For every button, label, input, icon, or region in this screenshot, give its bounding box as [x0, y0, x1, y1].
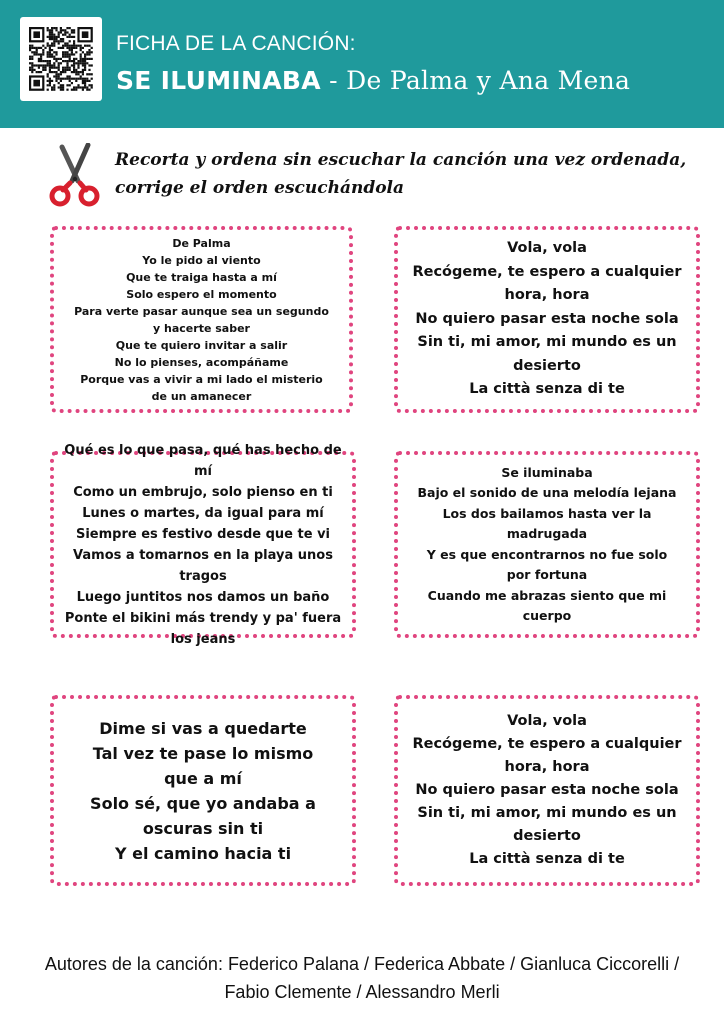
lyrics-card-6[interactable]	[394, 695, 700, 886]
lyric-line: De Palma	[172, 236, 231, 250]
artists: - De Palma y Ana Mena	[320, 66, 631, 95]
lyric-line: Que te traiga hasta a mí	[126, 270, 277, 284]
lyric-line: Cuando me abrazas siento que mi cuerpo	[427, 587, 667, 623]
lyric-line: Solo espero el momento	[126, 287, 277, 301]
lyric-line: Recógeme, te espero a cualquier hora, hora	[412, 736, 682, 775]
lyric-line: No lo pienses, acompáñame	[114, 355, 289, 369]
lyric-line: Dime si vas a quedarte	[99, 718, 307, 738]
lyrics-card-1[interactable]	[50, 226, 353, 413]
lyrics-card-4[interactable]	[394, 451, 700, 638]
lyrics-card-3[interactable]	[50, 442, 356, 647]
lyric-line: Vamos a tomarnos en la playa unos tragos	[73, 547, 333, 584]
lyric-line: Sin ti, mi amor, mi mundo es un desierto	[417, 805, 677, 844]
lyric-line: No quiero pasar esta noche sola	[415, 310, 679, 327]
lyrics-card-2[interactable]	[394, 226, 700, 413]
lyric-line: Recógeme, te espero a cualquier hora, hora	[412, 263, 682, 304]
lyric-line: Lunes o martes, da igual para mí	[82, 505, 324, 521]
header-banner	[0, 0, 724, 128]
lyric-line: Vola, vola	[507, 240, 587, 257]
qr-code-icon[interactable]	[20, 17, 102, 101]
lyric-line: La città senza di te	[469, 381, 625, 398]
lyric-line: Solo sé, que yo andaba a oscuras sin ti	[90, 793, 316, 838]
lyric-line: Y es que encontrarnos no fue solo por fortuna	[426, 546, 668, 582]
lyric-line: Yo le pido al viento	[142, 253, 261, 267]
lyric-line: Tal vez te pase lo mismo que a mí	[92, 743, 314, 788]
lyrics-card-5[interactable]	[50, 695, 356, 886]
lyric-line: Porque vas a vivir a mi lado el misterio de un amanecer	[80, 372, 323, 403]
lyric-line: Los dos bailamos hasta ver la madrugada	[442, 505, 652, 541]
lyric-line: La città senza di te	[469, 851, 625, 867]
song-authors-credit: Autores de la canción: Federico Palana / Federica Abbate / Gianluca Ciccorelli / Fabio Clemente / Alessandro Merli	[44, 954, 680, 1002]
page-title	[116, 66, 630, 95]
lyric-line: Sin ti, mi amor, mi mundo es un desierto	[417, 334, 677, 374]
scissors-icon	[48, 143, 102, 207]
song-title: SE ILUMINABA	[116, 66, 321, 95]
lyric-line: Se iluminaba	[501, 464, 593, 480]
lyric-line: Siempre es festivo desde que te vi	[75, 526, 331, 542]
lyric-line: Para verte pasar aunque sea un segundo y hacerte saber	[74, 304, 329, 335]
lyric-line: Luego juntitos nos damos un baño	[76, 589, 330, 605]
lyric-line: Bajo el sonido de una melodía lejana	[417, 485, 677, 500]
lyric-line: Vola, vola	[507, 713, 587, 729]
worksheet-label: FICHA DE LA CANCIÓN:	[116, 32, 356, 55]
lyric-line: Y el camino hacia ti	[114, 843, 292, 863]
lyric-line: Que te quiero invitar a salir	[115, 338, 288, 352]
lyric-line: No quiero pasar esta noche sola	[415, 782, 679, 798]
lyric-line: Ponte el bikini más trendy y pa' fuera los jeans	[64, 610, 342, 647]
instruction-text: Recorta y ordena sin escuchar la canción una vez ordenada, corrige el orden escuchándola	[115, 150, 687, 198]
lyric-line: Qué es lo que pasa, qué has hecho de mí	[64, 442, 342, 479]
lyric-line: Como un embrujo, solo pienso en ti	[73, 484, 333, 500]
